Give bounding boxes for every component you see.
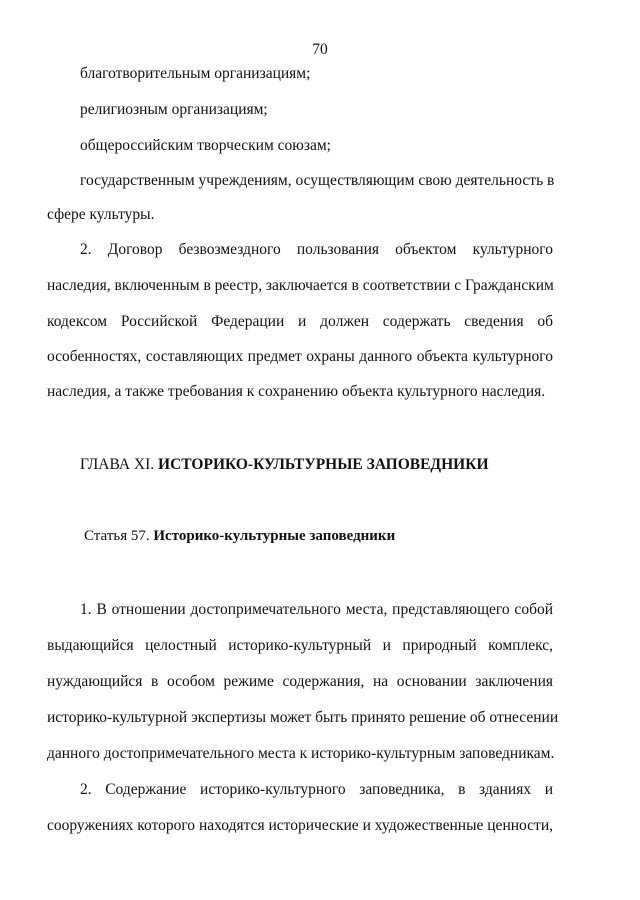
list-item: благотворительным организациям;: [80, 65, 311, 82]
paragraph-line: наследия, включенным в реестр, заключается в соответствии с Гражданским: [47, 277, 554, 294]
list-item: религиозным организациям;: [80, 101, 268, 118]
paragraph-line: особенностях, составляющих предмет охраны данного объекта культурного: [47, 348, 553, 365]
chapter-heading: [80, 456, 489, 474]
paragraph-line: государственным учреждениям, осуществляющим свою деятельность в: [80, 172, 555, 189]
paragraph-line: историко-культурной экспертизы может быть принято решение об отнесении: [47, 709, 559, 726]
article-prefix: Статья 57.: [84, 528, 150, 544]
paragraph-line: данного достопримечательного места к историко-культурным заповедникам.: [47, 745, 555, 762]
paragraph-line: сфере культуры.: [47, 206, 155, 223]
article-heading: [84, 528, 395, 545]
chapter-prefix: ГЛАВА XI.: [80, 456, 155, 473]
paragraph-line: нуждающийся в особом режиме содержания, на основании заключения: [47, 673, 553, 690]
paragraph-line: выдающийся целостный историко-культурный и природный комплекс,: [47, 637, 553, 654]
article-title: Историко-культурные заповедники: [153, 528, 396, 544]
paragraph-line: сооружениях которого находятся исторические и художественные ценности,: [47, 817, 553, 834]
paragraph-line: кодексом Российской Федерации и должен содержать сведения об: [47, 313, 553, 330]
paragraph-line: 2. Содержание историко-культурного заповедника, в зданиях и: [80, 781, 553, 798]
list-item: общероссийским творческим союзам;: [80, 137, 331, 154]
paragraph-line: наследия, а также требования к сохранению объекта культурного наследия.: [47, 383, 546, 400]
paragraph-line: 1. В отношении достопримечательного места, представляющего собой: [80, 601, 553, 618]
chapter-title: ИСТОРИКО-КУЛЬТУРНЫЕ ЗАПОВЕДНИКИ: [158, 456, 489, 473]
paragraph-line: 2. Договор безвозмездного пользования объектом культурного: [80, 241, 553, 258]
page-number: 70: [312, 41, 328, 58]
